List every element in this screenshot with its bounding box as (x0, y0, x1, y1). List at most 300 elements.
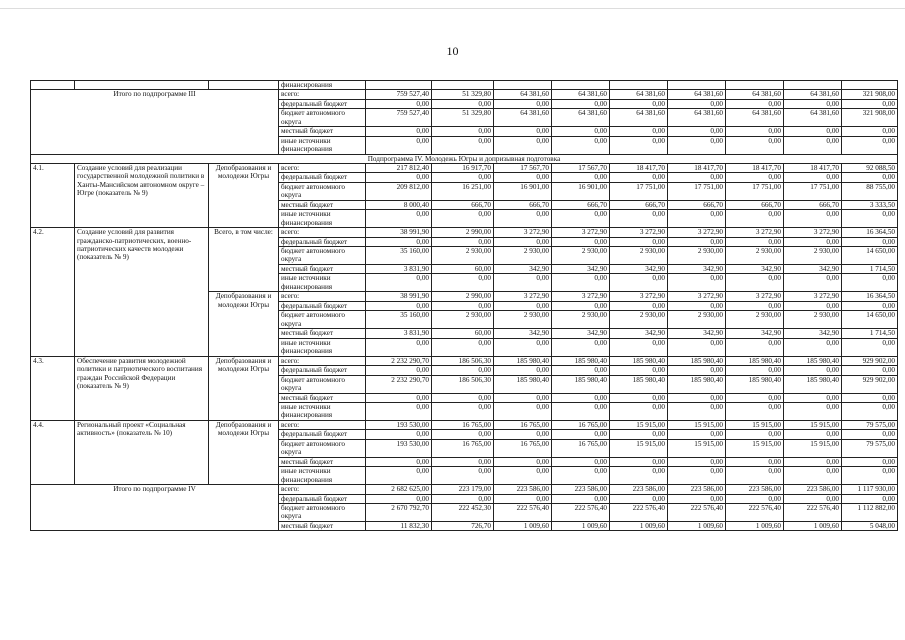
source-cell: бюджет автономного округа (279, 247, 366, 265)
value-cell: 0,00 (366, 494, 432, 503)
value-cell: 0,00 (366, 457, 432, 466)
value-cell: 185 980,40 (494, 356, 552, 365)
value-cell (552, 81, 610, 90)
value-cell: 0,00 (552, 99, 610, 108)
value-cell: 666,70 (726, 200, 784, 209)
value-cell: 0,00 (494, 210, 552, 228)
item-number: 4.4. (31, 420, 75, 484)
value-cell: 15 915,00 (726, 420, 784, 429)
value-cell: 0,00 (726, 467, 784, 485)
value-cell: 0,00 (668, 430, 726, 439)
source-cell: местный бюджет (279, 393, 366, 402)
value-cell: 185 980,40 (668, 375, 726, 393)
source-cell: всего: (279, 164, 366, 173)
value-cell: 0,00 (726, 393, 784, 402)
value-cell: 666,70 (432, 200, 494, 209)
value-cell: 16 901,00 (494, 182, 552, 200)
source-cell: бюджет автономного округа (279, 503, 366, 521)
value-cell: 759 527,40 (366, 90, 432, 99)
value-cell: 0,00 (610, 237, 668, 246)
value-cell: 0,00 (432, 467, 494, 485)
value-cell: 16 765,00 (552, 420, 610, 429)
value-cell: 0,00 (494, 99, 552, 108)
value-cell: 185 980,40 (610, 375, 668, 393)
table-row (31, 420, 898, 429)
source-cell: федеральный бюджет (279, 430, 366, 439)
value-cell: 2 232 290,70 (366, 356, 432, 365)
value-cell: 0,00 (432, 173, 494, 182)
value-cell: 0,00 (784, 173, 842, 182)
source-cell: местный бюджет (279, 265, 366, 274)
value-cell: 3 831,90 (366, 265, 432, 274)
value-cell: 0,00 (610, 338, 668, 356)
value-cell: 0,00 (668, 338, 726, 356)
value-cell: 0,00 (366, 173, 432, 182)
value-cell: 0,00 (552, 173, 610, 182)
value-cell: 2 930,00 (552, 247, 610, 265)
value-cell: 0,00 (432, 457, 494, 466)
value-cell: 60,00 (432, 265, 494, 274)
value-cell: 8 000,40 (366, 200, 432, 209)
value-cell: 79 575,00 (842, 420, 898, 429)
value-cell: 321 908,00 (842, 90, 898, 99)
value-cell: 0,00 (726, 494, 784, 503)
subtotal-label: Итого по подпрограмме IV (31, 485, 279, 531)
value-cell: 3 272,90 (726, 292, 784, 301)
value-cell (610, 81, 668, 90)
value-cell: 0,00 (726, 99, 784, 108)
value-cell: 0,00 (726, 457, 784, 466)
value-cell: 0,00 (432, 99, 494, 108)
value-cell: 209 812,00 (366, 182, 432, 200)
value-cell: 3 333,50 (842, 200, 898, 209)
value-cell: 17 751,00 (610, 182, 668, 200)
value-cell: 17 751,00 (784, 182, 842, 200)
value-cell: 3 272,90 (784, 292, 842, 301)
value-cell: 0,00 (494, 127, 552, 136)
value-cell: 64 381,60 (552, 90, 610, 99)
value-cell: 0,00 (610, 402, 668, 420)
value-cell: 17 567,70 (494, 164, 552, 173)
value-cell: 3 272,90 (610, 228, 668, 237)
value-cell: 15 915,00 (668, 439, 726, 457)
value-cell: 2 930,00 (610, 311, 668, 329)
item-executor: Депобразования и молодежи Югры (209, 164, 279, 228)
value-cell: 0,00 (726, 301, 784, 310)
value-cell: 1 009,60 (610, 521, 668, 530)
source-cell: местный бюджет (279, 521, 366, 530)
source-cell: всего: (279, 356, 366, 365)
value-cell: 0,00 (784, 210, 842, 228)
subtotal-label: Итого по подпрограмме III (31, 90, 279, 154)
value-cell: 342,90 (610, 265, 668, 274)
value-cell (668, 81, 726, 90)
value-cell: 217 812,40 (366, 164, 432, 173)
source-cell: федеральный бюджет (279, 173, 366, 182)
value-cell: 342,90 (494, 329, 552, 338)
value-cell: 0,00 (610, 136, 668, 154)
value-cell: 666,70 (494, 200, 552, 209)
source-cell: федеральный бюджет (279, 494, 366, 503)
value-cell: 0,00 (494, 393, 552, 402)
value-cell: 35 160,00 (366, 311, 432, 329)
value-cell: 0,00 (668, 274, 726, 292)
value-cell: 0,00 (432, 274, 494, 292)
value-cell: 0,00 (668, 301, 726, 310)
value-cell: 666,70 (668, 200, 726, 209)
value-cell: 0,00 (366, 237, 432, 246)
source-cell: всего: (279, 228, 366, 237)
value-cell: 222 576,40 (668, 503, 726, 521)
value-cell: 0,00 (610, 430, 668, 439)
value-cell: 759 527,40 (366, 109, 432, 127)
source-cell: всего: (279, 90, 366, 99)
value-cell: 0,00 (726, 274, 784, 292)
value-cell: 0,00 (842, 99, 898, 108)
value-cell: 0,00 (842, 494, 898, 503)
value-cell: 0,00 (366, 430, 432, 439)
value-cell: 0,00 (668, 136, 726, 154)
source-cell: всего: (279, 420, 366, 429)
value-cell: 16 901,00 (552, 182, 610, 200)
value-cell: 0,00 (668, 457, 726, 466)
value-cell: 726,70 (432, 521, 494, 530)
value-cell: 1 117 930,00 (842, 485, 898, 494)
value-cell: 185 980,40 (784, 375, 842, 393)
value-cell: 0,00 (842, 393, 898, 402)
value-cell: 0,00 (552, 393, 610, 402)
empty-cell (31, 81, 75, 90)
value-cell: 16 765,00 (552, 439, 610, 457)
value-cell: 0,00 (552, 467, 610, 485)
value-cell: 0,00 (610, 393, 668, 402)
value-cell: 17 567,70 (552, 164, 610, 173)
value-cell (432, 81, 494, 90)
item-name: Обеспечение развития молодежной политики и патриотического воспитания граждан Российской Федерации (показатель № 9) (75, 356, 209, 420)
table-row (31, 90, 898, 99)
value-cell: 193 530,00 (366, 420, 432, 429)
value-cell: 0,00 (726, 366, 784, 375)
item-executor: Депобразования и молодежи Югры (209, 292, 279, 356)
value-cell: 0,00 (552, 127, 610, 136)
value-cell: 0,00 (366, 210, 432, 228)
value-cell: 18 417,70 (784, 164, 842, 173)
value-cell: 16 364,50 (842, 228, 898, 237)
value-cell: 64 381,60 (668, 109, 726, 127)
value-cell: 223 586,00 (610, 485, 668, 494)
value-cell: 2 930,00 (784, 247, 842, 265)
value-cell: 0,00 (610, 301, 668, 310)
value-cell: 0,00 (432, 402, 494, 420)
value-cell: 2 930,00 (494, 247, 552, 265)
value-cell: 185 980,40 (552, 375, 610, 393)
value-cell: 0,00 (842, 402, 898, 420)
value-cell: 342,90 (494, 265, 552, 274)
value-cell: 0,00 (366, 338, 432, 356)
value-cell: 666,70 (784, 200, 842, 209)
value-cell: 15 915,00 (784, 439, 842, 457)
source-cell: федеральный бюджет (279, 301, 366, 310)
value-cell: 222 452,30 (432, 503, 494, 521)
value-cell: 0,00 (668, 402, 726, 420)
value-cell: 666,70 (610, 200, 668, 209)
table-row-fragment (31, 81, 898, 90)
value-cell: 1 112 882,00 (842, 503, 898, 521)
item-number: 4.2. (31, 228, 75, 356)
value-cell: 186 506,30 (432, 375, 494, 393)
value-cell: 222 576,40 (552, 503, 610, 521)
value-cell: 92 088,50 (842, 164, 898, 173)
value-cell: 185 980,40 (610, 356, 668, 365)
value-cell: 342,90 (552, 265, 610, 274)
value-cell: 2 930,00 (494, 311, 552, 329)
value-cell: 0,00 (842, 301, 898, 310)
value-cell: 0,00 (784, 274, 842, 292)
value-cell: 0,00 (432, 127, 494, 136)
value-cell: 0,00 (552, 210, 610, 228)
value-cell: 0,00 (494, 402, 552, 420)
value-cell: 0,00 (726, 173, 784, 182)
value-cell: 0,00 (610, 99, 668, 108)
section-row (31, 154, 898, 163)
value-cell: 60,00 (432, 329, 494, 338)
value-cell (726, 81, 784, 90)
source-cell: бюджет автономного округа (279, 439, 366, 457)
value-cell: 16 765,00 (432, 420, 494, 429)
value-cell: 64 381,60 (494, 90, 552, 99)
value-cell: 15 915,00 (610, 439, 668, 457)
value-cell: 0,00 (432, 430, 494, 439)
value-cell: 0,00 (610, 173, 668, 182)
value-cell: 0,00 (494, 237, 552, 246)
value-cell: 0,00 (842, 127, 898, 136)
value-cell: 51 329,80 (432, 90, 494, 99)
empty-cell (209, 81, 279, 90)
source-cell: федеральный бюджет (279, 99, 366, 108)
value-cell: 64 381,60 (726, 90, 784, 99)
value-cell: 35 160,00 (366, 247, 432, 265)
value-cell: 0,00 (668, 366, 726, 375)
value-cell: 0,00 (784, 237, 842, 246)
scan-top-edge (0, 8, 905, 9)
source-cell: иные источники финансирования (279, 274, 366, 292)
value-cell: 0,00 (610, 457, 668, 466)
value-cell: 14 650,00 (842, 311, 898, 329)
item-name: Создание условий для реализации государственной молодежной политики в Ханты-Мансийском автономном округе – Югре (показатель № 9) (75, 164, 209, 228)
value-cell: 0,00 (726, 136, 784, 154)
value-cell: 0,00 (668, 127, 726, 136)
value-cell: 0,00 (366, 402, 432, 420)
value-cell: 0,00 (784, 338, 842, 356)
source-cell: всего: (279, 292, 366, 301)
value-cell (842, 81, 898, 90)
value-cell: 0,00 (494, 494, 552, 503)
value-cell: 64 381,60 (784, 90, 842, 99)
value-cell: 0,00 (784, 366, 842, 375)
value-cell: 186 506,30 (432, 356, 494, 365)
table-row (31, 356, 898, 365)
value-cell: 64 381,60 (610, 90, 668, 99)
value-cell: 0,00 (610, 467, 668, 485)
value-cell: 38 991,90 (366, 228, 432, 237)
value-cell: 0,00 (726, 430, 784, 439)
value-cell: 342,90 (726, 329, 784, 338)
value-cell: 0,00 (784, 430, 842, 439)
value-cell: 3 272,90 (784, 228, 842, 237)
value-cell: 0,00 (552, 457, 610, 466)
value-cell: 64 381,60 (610, 109, 668, 127)
source-cell: бюджет автономного округа (279, 375, 366, 393)
value-cell: 0,00 (366, 127, 432, 136)
value-cell: 0,00 (552, 136, 610, 154)
value-cell: 929 902,00 (842, 375, 898, 393)
value-cell: 16 765,00 (494, 420, 552, 429)
value-cell: 0,00 (366, 136, 432, 154)
item-number: 4.1. (31, 164, 75, 228)
value-cell: 1 714,50 (842, 265, 898, 274)
value-cell: 0,00 (726, 402, 784, 420)
value-cell: 0,00 (842, 210, 898, 228)
value-cell: 64 381,60 (726, 109, 784, 127)
source-cell: местный бюджет (279, 200, 366, 209)
value-cell: 193 530,00 (366, 439, 432, 457)
source-cell: бюджет автономного округа (279, 109, 366, 127)
table-row (31, 228, 898, 237)
value-cell: 0,00 (552, 494, 610, 503)
value-cell: 185 980,40 (784, 356, 842, 365)
value-cell: 2 930,00 (552, 311, 610, 329)
value-cell: 17 751,00 (726, 182, 784, 200)
value-cell: 1 009,60 (552, 521, 610, 530)
value-cell: 0,00 (784, 127, 842, 136)
value-cell: 88 755,00 (842, 182, 898, 200)
value-cell: 3 272,90 (494, 228, 552, 237)
source-cell: иные источники финансирования (279, 136, 366, 154)
value-cell: 0,00 (552, 366, 610, 375)
value-cell: 16 917,70 (432, 164, 494, 173)
value-cell: 18 417,70 (726, 164, 784, 173)
source-cell: всего: (279, 485, 366, 494)
value-cell: 2 930,00 (726, 247, 784, 265)
value-cell: 2 990,00 (432, 292, 494, 301)
value-cell: 0,00 (842, 338, 898, 356)
value-cell: 64 381,60 (494, 109, 552, 127)
value-cell: 0,00 (366, 99, 432, 108)
source-cell: иные источники финансирования (279, 467, 366, 485)
value-cell: 0,00 (610, 210, 668, 228)
value-cell: 342,90 (668, 265, 726, 274)
value-cell: 185 980,40 (726, 356, 784, 365)
value-cell: 16 765,00 (494, 439, 552, 457)
value-cell: 15 915,00 (668, 420, 726, 429)
value-cell: 2 930,00 (432, 311, 494, 329)
value-cell: 0,00 (432, 393, 494, 402)
value-cell: 15 915,00 (610, 420, 668, 429)
value-cell: 1 009,60 (784, 521, 842, 530)
value-cell: 0,00 (552, 338, 610, 356)
value-cell: 0,00 (610, 366, 668, 375)
value-cell: 18 417,70 (668, 164, 726, 173)
source-cell: бюджет автономного округа (279, 311, 366, 329)
value-cell: 0,00 (784, 136, 842, 154)
value-cell: 38 991,90 (366, 292, 432, 301)
value-cell: 0,00 (366, 467, 432, 485)
value-cell: 0,00 (726, 210, 784, 228)
value-cell: 929 902,00 (842, 356, 898, 365)
value-cell: 0,00 (784, 301, 842, 310)
value-cell: 0,00 (726, 237, 784, 246)
source-cell: местный бюджет (279, 127, 366, 136)
value-cell: 0,00 (842, 136, 898, 154)
item-number: 4.3. (31, 356, 75, 420)
value-cell: 3 272,90 (668, 228, 726, 237)
source-cell: федеральный бюджет (279, 366, 366, 375)
value-cell: 0,00 (494, 338, 552, 356)
value-cell: 3 272,90 (552, 292, 610, 301)
value-cell: 0,00 (494, 430, 552, 439)
value-cell: 64 381,60 (784, 109, 842, 127)
value-cell: 0,00 (432, 136, 494, 154)
value-cell: 0,00 (842, 173, 898, 182)
value-cell: 0,00 (432, 210, 494, 228)
value-cell: 666,70 (552, 200, 610, 209)
value-cell: 15 915,00 (726, 439, 784, 457)
item-executor: Всего, в том числе: (209, 228, 279, 292)
value-cell: 342,90 (784, 265, 842, 274)
value-cell: 223 586,00 (784, 485, 842, 494)
value-cell: 3 272,90 (552, 228, 610, 237)
value-cell: 1 009,60 (668, 521, 726, 530)
value-cell: 0,00 (494, 457, 552, 466)
value-cell: 0,00 (366, 274, 432, 292)
item-name: Региональный проект «Социальная активность» (показатель № 10) (75, 420, 209, 484)
value-cell: 0,00 (842, 366, 898, 375)
table-row (31, 485, 898, 494)
value-cell (784, 81, 842, 90)
value-cell: 16 364,50 (842, 292, 898, 301)
source-cell: местный бюджет (279, 329, 366, 338)
value-cell: 0,00 (842, 274, 898, 292)
value-cell: 2 930,00 (610, 247, 668, 265)
source-cell: иные источники финансирования (279, 338, 366, 356)
value-cell: 0,00 (432, 338, 494, 356)
value-cell: 0,00 (610, 127, 668, 136)
value-cell: 0,00 (366, 393, 432, 402)
table-row (31, 164, 898, 173)
value-cell: 0,00 (726, 338, 784, 356)
value-cell: 223 586,00 (494, 485, 552, 494)
value-cell: 0,00 (842, 467, 898, 485)
value-cell: 0,00 (784, 494, 842, 503)
value-cell: 342,90 (668, 329, 726, 338)
value-cell: 2 682 625,00 (366, 485, 432, 494)
source-cell: местный бюджет (279, 457, 366, 466)
value-cell: 3 831,90 (366, 329, 432, 338)
value-cell: 15 915,00 (784, 420, 842, 429)
item-name: Создание условий для развития гражданско-патриотических, военно-патриотических качеств молодежи (показатель № 9) (75, 228, 209, 356)
value-cell: 16 251,00 (432, 182, 494, 200)
value-cell: 0,00 (784, 402, 842, 420)
value-cell: 3 272,90 (726, 228, 784, 237)
value-cell: 0,00 (432, 366, 494, 375)
value-cell: 0,00 (668, 494, 726, 503)
item-executor: Депобразования и молодежи Югры (209, 356, 279, 420)
value-cell: 0,00 (610, 274, 668, 292)
value-cell: 0,00 (552, 430, 610, 439)
value-cell: 0,00 (842, 237, 898, 246)
source-cell: федеральный бюджет (279, 237, 366, 246)
value-cell: 185 980,40 (494, 375, 552, 393)
